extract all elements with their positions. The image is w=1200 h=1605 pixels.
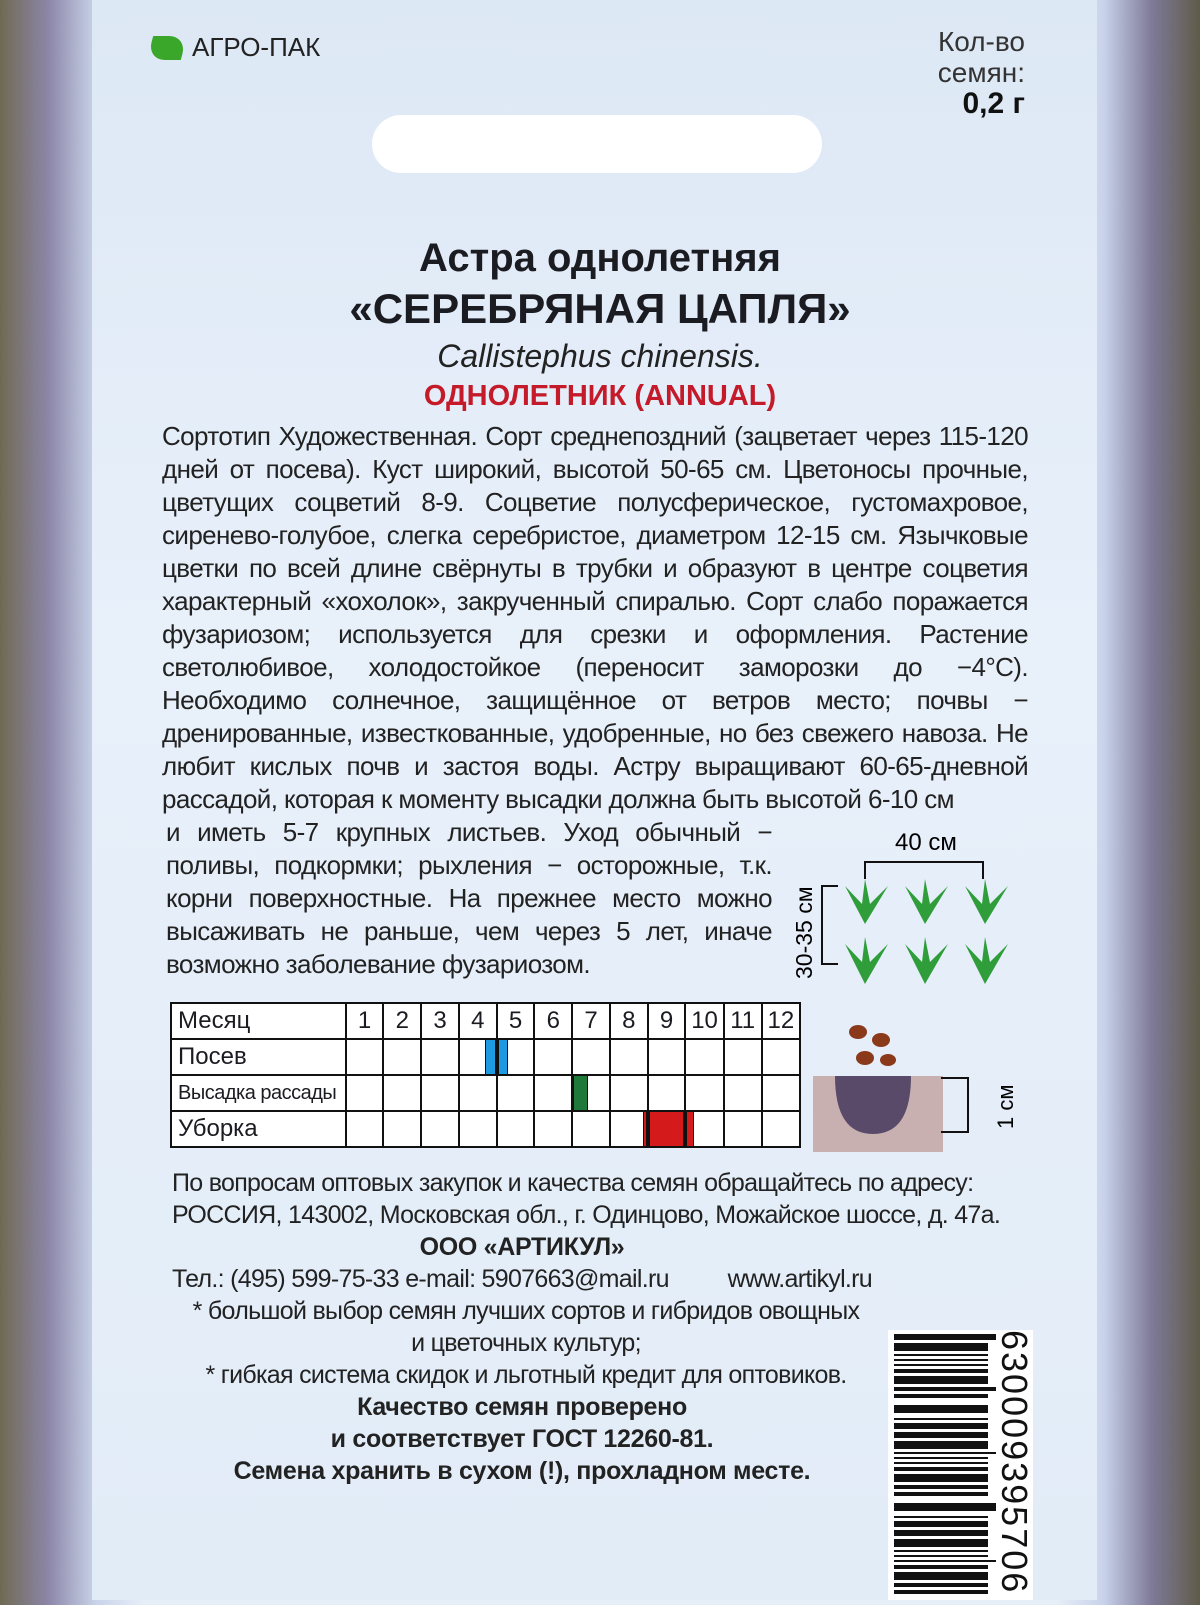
calendar-cell xyxy=(724,1075,762,1111)
barcode-bar xyxy=(894,1343,988,1351)
contact-phone-email: Тел.: (495) 599-75-33 e-mail: 5907663@mail.ru xyxy=(172,1265,669,1293)
depth-label: 1 см xyxy=(993,1084,1018,1129)
month-cell: 1 xyxy=(346,1003,384,1039)
company-name: ООО «АРТИКУЛ» xyxy=(419,1233,625,1261)
calendar-cell xyxy=(346,1111,384,1147)
calendar-cell xyxy=(762,1039,800,1075)
calendar-row-transplant xyxy=(171,1075,800,1111)
barcode-bar xyxy=(894,1462,988,1464)
quantity-label-2: семян: xyxy=(937,57,1025,88)
sowing-calendar xyxy=(170,1002,801,1148)
calendar-row-sowing xyxy=(171,1039,800,1075)
calendar-cell xyxy=(534,1111,572,1147)
calendar-cell xyxy=(610,1111,648,1147)
quantity-label: Кол-во xyxy=(937,26,1025,57)
calendar-cell xyxy=(572,1039,610,1075)
barcode-bar xyxy=(894,1467,988,1471)
calendar-cell xyxy=(383,1111,421,1147)
period-bar xyxy=(686,1112,693,1146)
barcode-bar xyxy=(894,1492,988,1496)
calendar-cell xyxy=(762,1111,800,1147)
month-cell: 7 xyxy=(572,1003,610,1039)
month-cell: 3 xyxy=(421,1003,459,1039)
barcode-bar xyxy=(894,1590,988,1594)
calendar-cell xyxy=(648,1039,686,1075)
barcode-bar xyxy=(894,1583,988,1587)
calendar-cell xyxy=(610,1075,648,1111)
plant-type: ОДНОЛЕТНИК (ANNUAL) xyxy=(423,380,777,412)
calendar-cell xyxy=(459,1039,497,1075)
calendar-cell xyxy=(685,1039,723,1075)
leaf-icon xyxy=(147,36,187,60)
calendar-cell xyxy=(497,1075,535,1111)
barcode-bar xyxy=(894,1387,996,1391)
contact-intro: По вопросам оптовых закупок и качества семян обращайтесь по адресу: xyxy=(172,1169,974,1197)
barcode-bar xyxy=(894,1369,988,1373)
period-bar xyxy=(573,1076,587,1110)
period-bar xyxy=(649,1112,685,1146)
latin-name: Callistephus chinensis. xyxy=(437,338,763,374)
calendar-cell xyxy=(421,1039,459,1075)
calendar-cell xyxy=(685,1111,723,1147)
product-title: Астра однолетняя xyxy=(419,236,781,280)
calendar-cell xyxy=(383,1075,421,1111)
calendar-cell xyxy=(534,1039,572,1075)
note-selection: * большой выбор семян лучших сортов и гибридов овощных xyxy=(192,1297,860,1325)
calendar-cell xyxy=(459,1075,497,1111)
barcode-bar xyxy=(894,1418,988,1420)
barcode xyxy=(888,1330,1033,1600)
note-selection-2: и цветочных культур; xyxy=(411,1329,641,1357)
sowing-depth-diagram xyxy=(813,1014,1028,1159)
barcode-number: 630009395706 xyxy=(994,1330,1035,1595)
brand-logo xyxy=(150,32,320,63)
month-cell: 9 xyxy=(648,1003,686,1039)
phone-row xyxy=(172,1263,872,1295)
month-cell: 12 xyxy=(762,1003,800,1039)
period-bar xyxy=(643,1112,647,1146)
storage-note: Семена хранить в сухом (!), прохладном месте. xyxy=(233,1457,811,1485)
row-label: Посев xyxy=(171,1039,346,1075)
calendar-cell xyxy=(534,1075,572,1111)
barcode-bar xyxy=(894,1359,988,1361)
barcode-bar xyxy=(894,1423,988,1429)
seeds-icon xyxy=(849,1025,896,1066)
month-cell: 8 xyxy=(610,1003,648,1039)
month-header: Месяц xyxy=(171,1003,346,1039)
hang-hole xyxy=(372,115,822,173)
brand-name: АГРО-ПАК xyxy=(192,32,321,62)
calendar-cell xyxy=(685,1075,723,1111)
quality-line-1: Качество семян проверено xyxy=(357,1393,687,1421)
period-bar xyxy=(498,1040,509,1074)
barcode-bar xyxy=(894,1405,988,1413)
barcode-bar xyxy=(894,1539,988,1547)
row-label: Уборка xyxy=(171,1111,346,1147)
calendar-cell xyxy=(648,1075,686,1111)
barcode-bar xyxy=(894,1555,988,1557)
calendar-cell xyxy=(421,1075,459,1111)
barcode-bar xyxy=(894,1334,996,1340)
quality-line-2: и соответствует ГОСТ 12260-81. xyxy=(330,1425,714,1453)
barcode-bar xyxy=(894,1376,988,1384)
barcode-bar xyxy=(894,1441,988,1449)
planting-scheme xyxy=(790,824,1020,994)
calendar-cell xyxy=(497,1111,535,1147)
month-cell: 11 xyxy=(724,1003,762,1039)
month-cell: 6 xyxy=(534,1003,572,1039)
plant-spacing-label: 30-35 см xyxy=(791,886,817,979)
barcode-bars xyxy=(888,1330,998,1600)
contact-address: РОССИЯ, 143002, Московская обл., г. Одинцово, Можайское шоссе, д. 47а. xyxy=(172,1201,1001,1229)
calendar-cell xyxy=(762,1075,800,1111)
row-spacing-label: 40 см xyxy=(895,829,957,856)
calendar-header-row xyxy=(171,1003,800,1039)
barcode-bar xyxy=(894,1474,988,1482)
barcode-bar xyxy=(894,1503,996,1511)
barcode-bar xyxy=(894,1560,996,1562)
quantity-value: 0,2 г xyxy=(962,87,1025,120)
calendar-cell xyxy=(459,1111,497,1147)
barcode-bar xyxy=(894,1432,988,1438)
month-cell: 5 xyxy=(497,1003,535,1039)
month-cell: 2 xyxy=(383,1003,421,1039)
calendar-cell xyxy=(724,1111,762,1147)
description: Сортотип Художественная. Сорт среднепоздний (зацветает через 115-120 дней от посева). Куст широкий, высотой 50-65 см. Цветоносы прочные, цветущих соцветий 8-9. Соцветие полусферическое, густомахровое, сиренево-голубое, слегка серебристое, диаметром 12-15 см. Язычковые цветки по всей длине свёрнуты в трубки и образуют в центре соцветия характерный «хохолок», закрученный спиралью. Сорт слабо поражается фузариозом; используется для срезки и оформления. Растение светолюбивое, холодостойкое (переносит заморозки до −4°C). Необходимо солнечное, защищённое от ветров место; почвы − дренированные, известкованные, удобренные, но без свежего навоза. Не любит кислых почв и застоя воды. Астру выращивают 60-65-дневной рассадой, которая к моменту высадки должна быть высотой 6-10 см xyxy=(162,421,1028,814)
calendar-cell xyxy=(572,1111,610,1147)
calendar-cell xyxy=(610,1039,648,1075)
calendar-row-harvest xyxy=(171,1111,800,1147)
month-cell: 10 xyxy=(685,1003,723,1039)
barcode-bar xyxy=(894,1452,996,1454)
website-link[interactable]: www.artikyl.ru xyxy=(727,1265,872,1293)
description-continued: и иметь 5-7 крупных листьев. Уход обычный − поливы, подкормки; рыхления − осторожные, т.к. корни поверхностные. На прежнее место можно высаживать не раньше, чем через 5 лет, иначе возможно заболевание фузариозом. xyxy=(166,817,772,979)
seedling-icons xyxy=(845,879,1008,984)
period-bar xyxy=(485,1040,496,1074)
calendar-cell xyxy=(383,1039,421,1075)
calendar-cell xyxy=(572,1075,610,1111)
calendar-cell xyxy=(346,1075,384,1111)
care-row xyxy=(162,816,1028,994)
calendar-cell xyxy=(346,1039,384,1075)
calendar-cell xyxy=(421,1111,459,1147)
seed-quantity xyxy=(938,26,1025,119)
calendar-row xyxy=(162,1002,1028,1159)
content-column xyxy=(162,420,1028,1487)
variety-name: «СЕРЕБРЯНАЯ ЦАПЛЯ» xyxy=(349,285,851,332)
row-label: Высадка рассады xyxy=(171,1075,346,1111)
barcode-bar xyxy=(894,1394,988,1398)
barcode-bar xyxy=(894,1530,988,1536)
contact-lower xyxy=(172,1231,872,1487)
barcode-bar xyxy=(894,1521,988,1527)
barcode-bar xyxy=(894,1457,988,1459)
barcode-bar xyxy=(894,1550,988,1552)
barcode-bar xyxy=(894,1565,988,1569)
barcode-bar xyxy=(894,1354,988,1356)
barcode-bar xyxy=(894,1516,988,1518)
barcode-bar xyxy=(894,1572,988,1580)
month-cell: 4 xyxy=(459,1003,497,1039)
calendar-cell xyxy=(497,1039,535,1075)
note-discounts: * гибкая система скидок и льготный кредит для оптовиков. xyxy=(205,1361,847,1389)
barcode-bar xyxy=(894,1485,988,1489)
calendar-cell xyxy=(648,1111,686,1147)
barcode-bar xyxy=(894,1364,988,1366)
calendar-cell xyxy=(724,1039,762,1075)
